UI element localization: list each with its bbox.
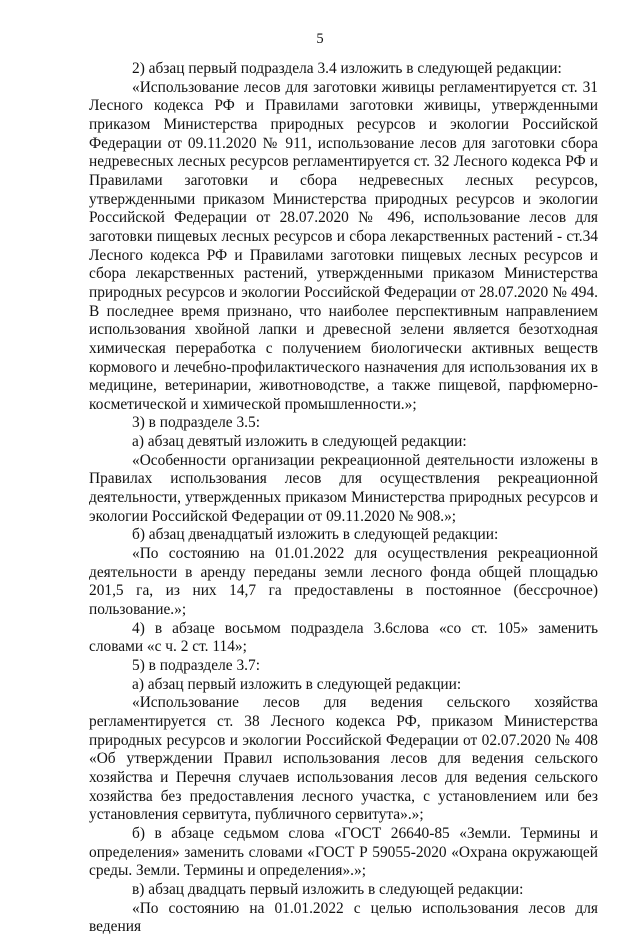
paragraph-item-3-heading: 3) в подразделе 3.5: <box>132 414 260 432</box>
paragraph-item-4-replace: 4) в абзаце восьмом подраздела 3.6слова «со ст. 105» заменить словами «с ч. 2 ст. 114»; <box>89 619 598 656</box>
paragraph-item-5-heading: 5) в подразделе 3.7: <box>132 657 260 674</box>
paragraph-item-2-heading: 2) абзац первый подраздела 3.4 изложить в следующей редакции: <box>132 60 562 77</box>
paragraph-subitem-b-twelfth: б) абзац двенадцатый изложить в следующей редакции: <box>132 526 499 544</box>
paragraph-subitem-a-ninth: а) абзац девятый изложить в следующей редакции: <box>132 433 467 451</box>
paragraph-recreation-area-text: «По состоянию на 01.01.2022 для осуществления рекреационной деятельности в аренду переданы земли лесного фонда общей площадью 201,5 га, из них 14,7 га предоставлены в постоянное (бессрочное) пользование.»; <box>89 545 598 619</box>
paragraph-subitem-a-first: а) абзац первый изложить в следующей редакции: <box>132 675 462 693</box>
paragraph-recreation-rules-text: «Особенности организации рекреационной деятельности изложены в Правилах использования лесов для осуществления рекреационной деятельности, утвержденных приказом Министерства природных ресурсов и экологии Российской Федерации от 09.11.2020 № 908.»; <box>89 451 598 525</box>
paragraph-subitem-v-twenty-first: в) абзац двадцать первый изложить в следующей редакции: <box>132 880 524 898</box>
paragraph-living-resin-text: «Использование лесов для заготовки живицы регламентируется ст. 31 Лесного кодекса РФ и Правилами заготовки живицы, утвержденными приказом Министерства природных ресурсов и экологии Российской Федерации от 09.11.2020 № 911, использование лесов для заготовки сбора недревесных лесных ресурсов регламентируется ст. 32 Лесного кодекса РФ и Правилами заготовки и сбора недревесных лесных ресурсов, утвержденными приказом Министерства природных ресурсов и экологии Российской Федерации от 28.07.2020 № 496, использование лесов для заготовки пищевых лесных ресурсов и сбора лекарственных растений - ст.34 Лесного кодекса РФ и Правилами заготовки пищевых лесных ресурсов и сбора лекарственных растений, утвержденными приказом Министерства природных ресурсов и экологии Российской Федерации от 28.07.2020 № 494. В последнее время признано, что наиболее перспективным направлением использования хвойной лапки и древесной зелени является безотходная химическая переработка с получением биологически активных веществ кормового и лечебно-профилактического назначения для использования их в медицине, ветеринарии, животноводстве, а также пищевой, парфюмерно-косметической и химической промышленности.»; <box>89 78 598 413</box>
page-number: 5 <box>316 31 324 47</box>
paragraph-state-as-of-text: «По состоянию на 01.01.2022 с целью использования лесов для ведения <box>89 899 598 936</box>
document-body <box>89 60 598 937</box>
paragraph-agriculture-text: «Использование лесов для ведения сельского хозяйства регламентируется ст. 38 Лесного кодекса РФ, приказом Министерства природных ресурсов и экологии Российской Федерации от 02.07.2020 № 408 «Об утверждении Правил использования лесов для ведения сельского хозяйства и Перечня случаев использования лесов для ведения сельского хозяйства без предоставления лесного участка, с установлением или без установления сервитута, публичного сервитута».»; <box>89 694 598 824</box>
paragraph-subitem-b-gost: б) в абзаце седьмом слова «ГОСТ 26640-85 «Земли. Термины и определения» заменить словами «ГОСТ Р 59055-2020 «Охрана окружающей среды. Земли. Термины и определения».»; <box>89 824 598 880</box>
